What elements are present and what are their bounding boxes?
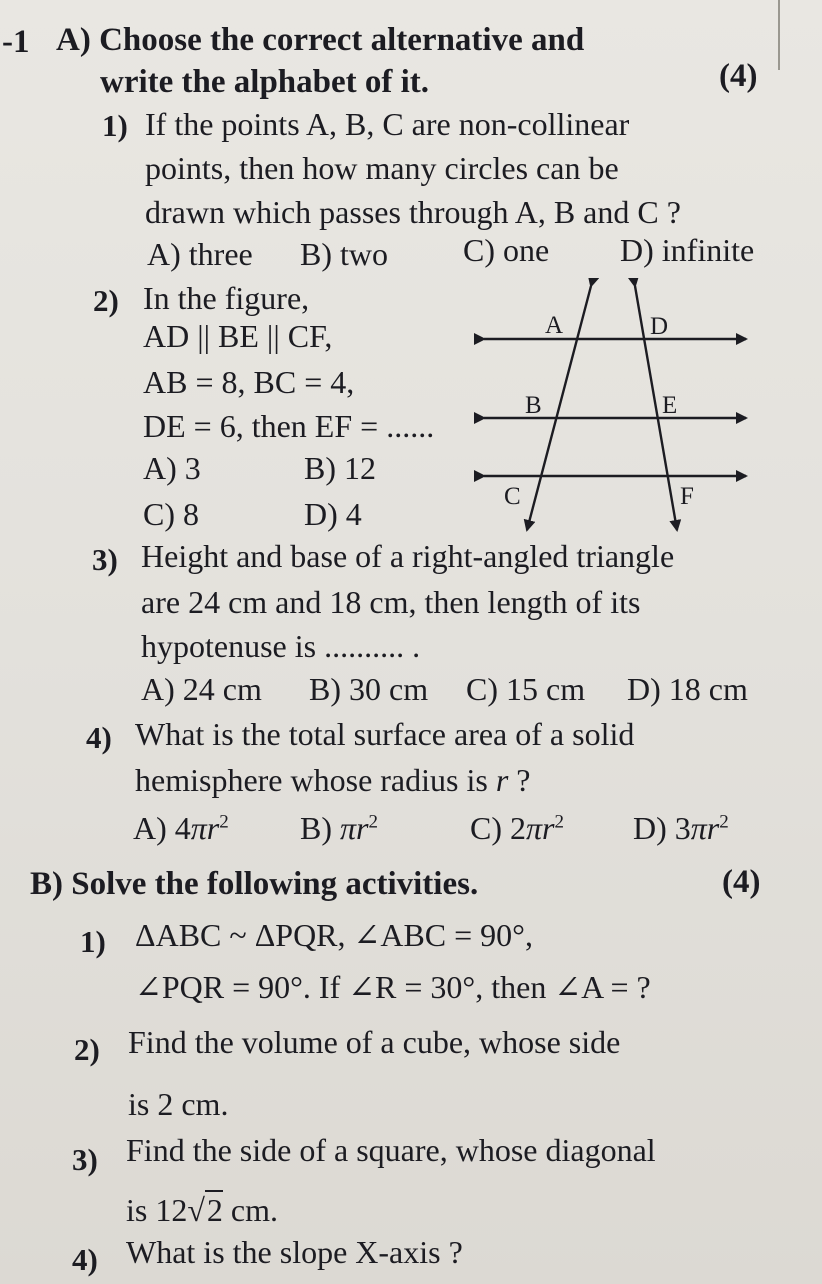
section-a-marks: (4) xyxy=(719,58,758,94)
q4-option-b: B) $\pi r^2$ xyxy=(300,810,378,846)
b-q2-line2: is 2 cm. xyxy=(128,1086,229,1122)
section-b-title: B) Solve the following activities. xyxy=(30,866,479,902)
q4-line1: What is the total surface area of a solid xyxy=(135,716,635,752)
label-b: B xyxy=(525,392,542,419)
q3-option-a: A) 24 cm xyxy=(141,671,262,707)
parallel-lines-figure xyxy=(462,278,762,540)
label-d: D xyxy=(650,313,669,340)
section-a-title-line2: write the alphabet of it. xyxy=(100,64,430,100)
q3-line1: Height and base of a right-angled triangle xyxy=(141,538,675,574)
q2-line2: AD || BE || CF, xyxy=(143,318,333,354)
q4-option-d: D) $3\pi r^2$ xyxy=(633,810,729,846)
b-q1-line1: ΔABC ~ ΔPQR, ∠ABC = 90°, xyxy=(135,917,533,953)
q4-line2: hemisphere whose radius is r ? xyxy=(135,762,531,798)
q4-number: 4) xyxy=(86,720,112,755)
q1-option-a: A) three xyxy=(147,236,253,272)
q2-line4: DE = 6, then EF = ...... xyxy=(143,408,435,444)
q1-option-c: C) one xyxy=(463,232,550,268)
q3-line3: hypotenuse is .......... . xyxy=(141,628,421,664)
q3-option-d: D) 18 cm xyxy=(627,671,748,707)
label-f: F xyxy=(680,483,694,510)
q3-option-b: B) 30 cm xyxy=(309,671,429,707)
b-q3-line2: is 12√2 cm. xyxy=(126,1192,278,1228)
question-number: -1 xyxy=(2,24,30,60)
b-q4-number: 4) xyxy=(72,1242,98,1277)
q3-line2: are 24 cm and 18 cm, then length of its xyxy=(141,584,641,620)
label-a: A xyxy=(545,312,564,339)
q1-line1: If the points A, B, C are non-collinear xyxy=(145,106,630,142)
margin-rule xyxy=(778,0,780,70)
q3-number: 3) xyxy=(92,542,118,577)
section-b-marks: (4) xyxy=(722,864,761,900)
b-q4-line1: What is the slope X-axis ? xyxy=(126,1234,463,1270)
section-a-title-line1: A) Choose the correct alternative and xyxy=(56,22,585,58)
q4-option-a: A) $4\pi r^2$ xyxy=(133,810,229,846)
q2-line3: AB = 8, BC = 4, xyxy=(143,364,355,400)
b-q2-number: 2) xyxy=(74,1032,100,1067)
q3-option-c: C) 15 cm xyxy=(466,671,586,707)
q4-option-c: C) $2\pi r^2$ xyxy=(470,810,564,846)
q2-option-c: C) 8 xyxy=(143,496,199,532)
q2-option-d: D) 4 xyxy=(304,496,362,532)
label-c: C xyxy=(504,483,521,510)
label-e: E xyxy=(662,392,678,419)
q1-option-d: D) infinite xyxy=(620,232,755,268)
q2-option-a: A) 3 xyxy=(143,450,201,486)
q1-line2: points, then how many circles can be xyxy=(145,150,619,186)
b-q3-number: 3) xyxy=(72,1142,98,1177)
q1-number: 1) xyxy=(102,108,128,143)
b-q1-line2: ∠PQR = 90°. If ∠R = 30°, then ∠A = ? xyxy=(135,969,651,1005)
q1-option-b: B) two xyxy=(300,236,388,272)
q2-option-b: B) 12 xyxy=(304,450,376,486)
q2-number: 2) xyxy=(93,283,119,318)
b-q3-line1: Find the side of a square, whose diagonal xyxy=(126,1132,656,1168)
q2-line1: In the figure, xyxy=(143,280,310,316)
q1-line3: drawn which passes through A, B and C ? xyxy=(145,194,681,230)
b-q2-line1: Find the volume of a cube, whose side xyxy=(128,1024,621,1060)
b-q1-number: 1) xyxy=(80,924,106,959)
